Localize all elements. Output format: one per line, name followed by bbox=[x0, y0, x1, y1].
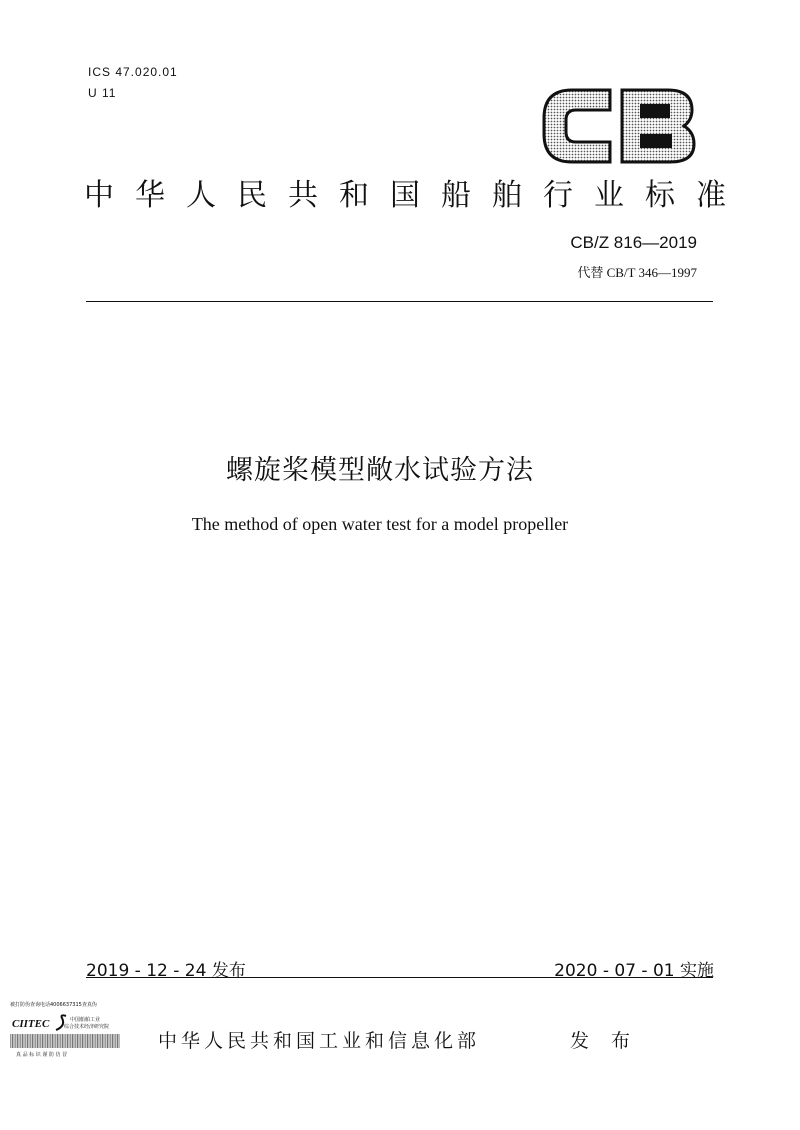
classification-codes bbox=[88, 62, 178, 104]
document-title-en: The method of open water test for a model propeller bbox=[191, 514, 569, 534]
issue-date: 2019 - 12 - 24 发布 bbox=[86, 961, 246, 981]
standard-number: CB/Z 816—2019 bbox=[570, 233, 697, 252]
logo-letter-c bbox=[544, 90, 610, 162]
bottom-divider bbox=[86, 977, 713, 978]
publisher: 中华人民共和国工业和信息化部 bbox=[158, 1030, 481, 1052]
logo-letter-b bbox=[622, 90, 694, 162]
cb-logo bbox=[538, 84, 698, 168]
standard-category-title: 中华人民共和国船舶行业标准 bbox=[84, 178, 747, 213]
logo-text: CB bbox=[618, 134, 620, 135]
ccs-code: U 11 bbox=[88, 86, 117, 100]
publish-label: 发 布 bbox=[570, 1030, 639, 1052]
stamp-org-line2: 综合技术经济研究院 bbox=[64, 1024, 110, 1030]
stamp-hologram-strip bbox=[10, 1034, 120, 1048]
effective-date: 2020 - 07 - 01 实施 bbox=[554, 961, 714, 981]
stamp-brand: CIITEC bbox=[12, 1018, 50, 1030]
stamp-org-line1: 中国船舶工业 bbox=[70, 1017, 101, 1023]
replaces-standard: 代替 CB/T 346—1997 bbox=[577, 265, 697, 280]
document-title-zh: 螺旋桨模型敞水试验方法 bbox=[226, 455, 534, 486]
stamp-hotline: 被打防伪查询电话4006637315查真伪 bbox=[10, 1002, 97, 1008]
stamp-bottom-text: 真 品 标 识 谨 防 仿 冒 bbox=[16, 1052, 68, 1058]
anti-counterfeit-stamp bbox=[10, 1000, 122, 1060]
ics-code: ICS 47.020.01 bbox=[88, 65, 178, 79]
top-divider bbox=[86, 301, 713, 302]
